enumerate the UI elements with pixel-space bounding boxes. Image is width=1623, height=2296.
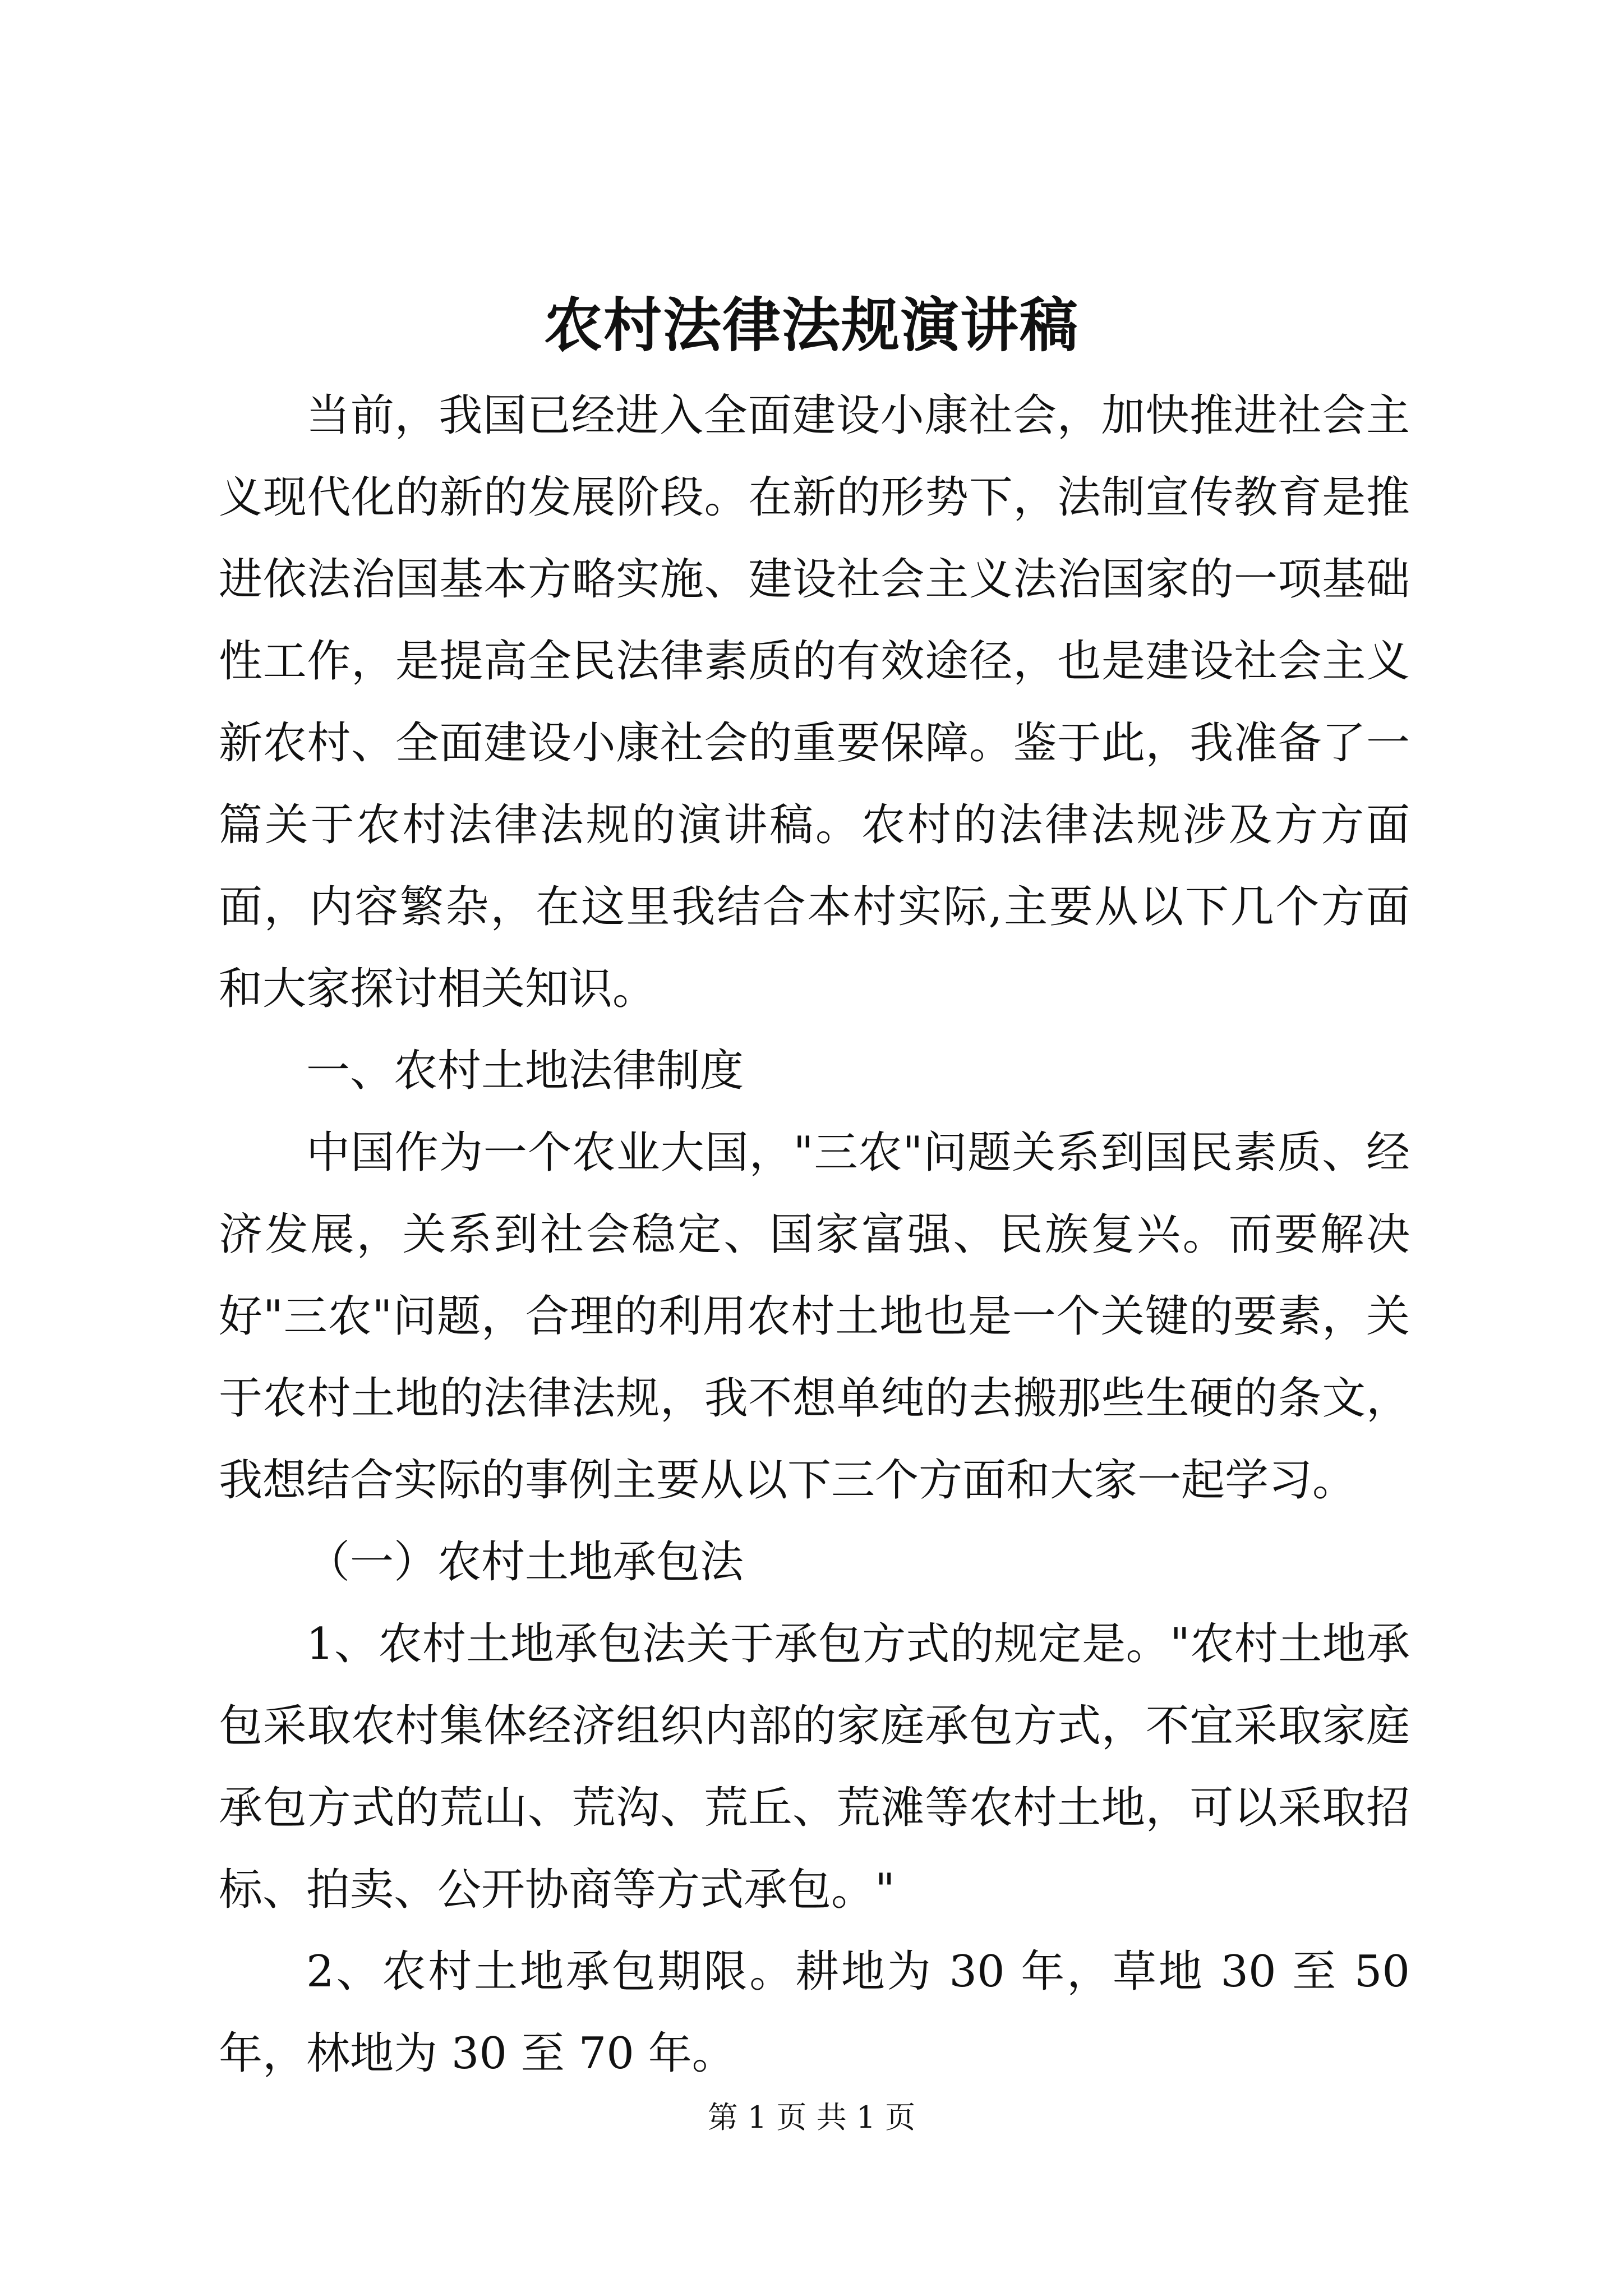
document-title: 农村法律法规演讲稿 bbox=[543, 291, 1079, 360]
paragraph-contract-term: 2、农村土地承包期限。耕地为 30 年，草地 30 至 50 年，林地为 30 至 70 年。 bbox=[219, 1947, 1410, 2079]
paragraph-three-rural-issues: 中国作为一个农业大国，"三农"问题关系到国民素质、经济发展，关系到社会稳定、国家富强、民族复兴。而要解决好"三农"问题，合理的利用农村土地也是一个关键的要素，关于农村土地的法律法规，我不想单纯的去搬那些生硬的条文，我想结合实际的事例主要从以下三个方面和大家一起学习。 bbox=[219, 1128, 1410, 1506]
section-heading-land-law: 一、农村土地法律制度 bbox=[306, 1046, 744, 1096]
page-number-footer: 第 1 页 共 1 页 bbox=[707, 2100, 916, 2135]
paragraph-contract-method: 1、农村土地承包法关于承包方式的规定是。"农村土地承包采取农村集体经济组织内部的家庭承包方式，不宜采取家庭承包方式的荒山、荒沟、荒丘、荒滩等农村土地，可以采取招标、拍卖、公开协商等方式承包。" bbox=[219, 1619, 1410, 1915]
paragraph-intro: 当前，我国已经进入全面建设小康社会，加快推进社会主义现代化的新的发展阶段。在新的形势下，法制宣传教育是推进依法治国基本方略实施、建设社会主义法治国家的一项基础性工作，是提高全民法律素质的有效途径，也是建设社会主义新农村、全面建设小康社会的重要保障。鉴于此，我准备了一篇关于农村法律法规的演讲稿。农村的法律法规涉及方方面面，内容繁杂，在这里我结合本村实际,主要从以下几个方面和大家探讨相关知识。 bbox=[219, 390, 1410, 1014]
document-body bbox=[219, 375, 1410, 2095]
subsection-heading-land-contract-law: （一）农村土地承包法 bbox=[306, 1537, 744, 1588]
